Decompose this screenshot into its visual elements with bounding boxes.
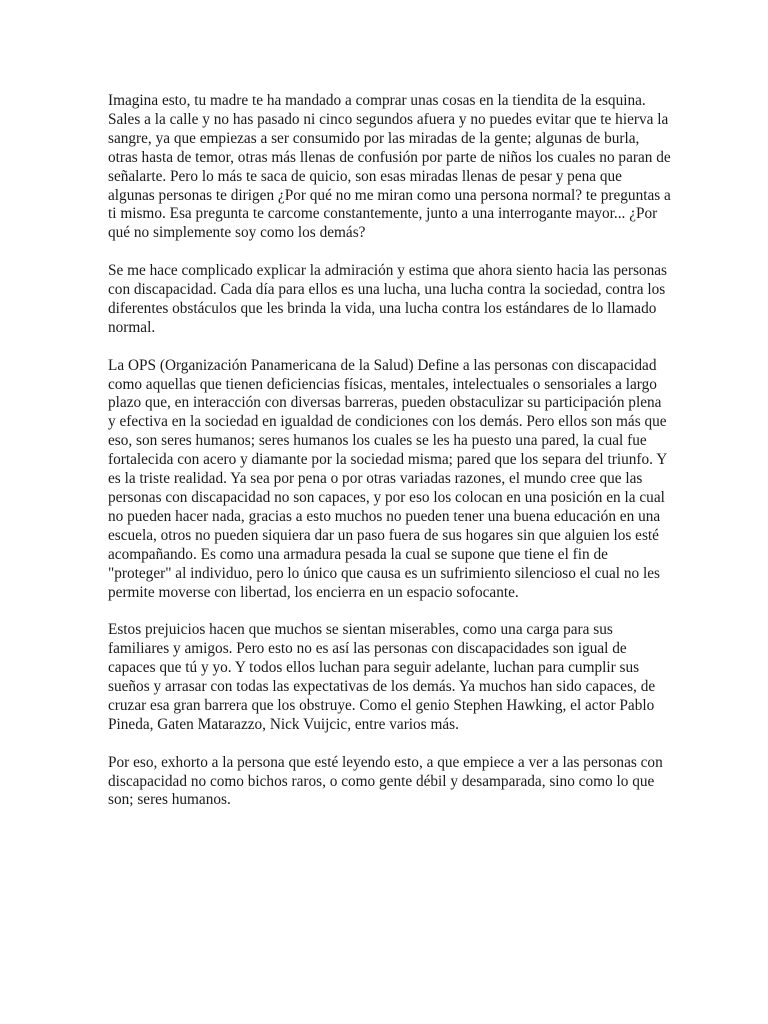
text-line: acompañando. Es como una armadura pesada la cual se supone que tiene el fin de: [108, 545, 608, 563]
paragraph: [108, 92, 688, 243]
text-line: y efectiva en la sociedad en igualdad de condiciones con los demás. Pero ellos son más que: [108, 413, 667, 431]
text-line: Sales a la calle y no has pasado ni cinco segundos afuera y no puedes evitar que te hierva la: [108, 110, 669, 128]
text-line: Imagina esto, tu madre te ha mandado a comprar unas cosas en la tiendita de la esquina.: [108, 92, 646, 109]
text-line: "proteger" al individuo, pero lo único que causa es un sufrimiento silencioso el cual no les: [108, 564, 660, 582]
document-body: [108, 92, 688, 829]
text-line: eso, son seres humanos; seres humanos los cuales se les ha puesto una pared, la cual fue: [108, 432, 647, 450]
text-line: son; seres humanos.: [108, 791, 231, 809]
text-line: no pueden hacer nada, gracias a esto muchos no pueden tener una buena educación en una: [108, 507, 661, 525]
text-line: fortalecida con acero y diamante por la sociedad misma; pared que los separa del triunfo. Y: [108, 451, 668, 469]
text-line: sangre, ya que empiezas a ser consumido por las miradas de la gente; algunas de burla,: [108, 129, 640, 147]
paragraph: [108, 357, 688, 603]
text-line: capaces que tú y yo. Y todos ellos luchan para seguir adelante, luchan para cumplir sus: [108, 659, 640, 677]
text-line: sueños y arrasar con todas las expectativas de los demás. Ya muchos han sido capaces, de: [108, 678, 656, 696]
text-line: qué no simplemente soy como los demás?: [108, 224, 366, 242]
text-line: con discapacidad. Cada día para ellos es una lucha, una lucha contra la sociedad, contra los: [108, 281, 666, 299]
paragraph: [108, 262, 688, 338]
text-line: plazo que, en interacción con diversas barreras, pueden obstaculizar su participación plena: [108, 394, 662, 412]
text-line: diferentes obstáculos que les brinda la vida, una lucha contra los estándares de lo llamado: [108, 299, 657, 317]
text-line: Se me hace complicado explicar la admiración y estima que ahora siento hacia las personas: [108, 262, 667, 280]
paragraph: [108, 621, 688, 734]
text-line: Pineda, Gaten Matarazzo, Nick Vuijcic, entre varios más.: [108, 715, 459, 733]
text-line: es la triste realidad. Ya sea por pena o por otras variadas razones, el mundo cree que las: [108, 470, 643, 488]
text-line: discapacidad no como bichos raros, o como gente débil y desamparada, sino como lo que: [108, 772, 655, 790]
text-line: ti mismo. Esa pregunta te carcome constantemente, junto a una interrogante mayor... ¿Por: [108, 205, 658, 223]
text-line: escuela, otros no pueden siquiera dar un paso fuera de sus hogares sin que alguien los esté: [108, 526, 659, 544]
text-line: como aquellas que tienen deficiencias físicas, mentales, intelectuales o sensoriales a largo: [108, 375, 657, 393]
text-line: familiares y amigos. Pero esto no es así las personas con discapacidades son igual de: [108, 640, 627, 658]
text-line: Por eso, exhorto a la persona que esté leyendo esto, a que empiece a ver a las personas con: [108, 753, 663, 771]
text-line: permite moverse con libertad, los encierra en un espacio sofocante.: [108, 583, 519, 601]
text-line: normal.: [108, 318, 156, 336]
text-line: cruzar esa gran barrera que los obstruye. Como el genio Stephen Hawking, el actor Pablo: [108, 696, 655, 714]
text-line: personas con discapacidad no son capaces, y por eso los colocan en una posición en la cual: [108, 489, 665, 506]
text-line: otras hasta de temor, otras más llenas de confusión por parte de niños los cuales no paran de: [108, 148, 671, 166]
text-line: algunas personas te dirigen ¿Por qué no me miran como una persona normal? te preguntas a: [108, 186, 671, 204]
text-line: La OPS (Organización Panamericana de la Salud) Define a las personas con discapacidad: [108, 356, 657, 374]
text-line: señalarte. Pero lo más te saca de quicio, son esas miradas llenas de pesar y pena que: [108, 167, 622, 185]
paragraph: [108, 754, 688, 811]
text-line: Estos prejuicios hacen que muchos se sientan miserables, como una carga para sus: [108, 621, 613, 639]
